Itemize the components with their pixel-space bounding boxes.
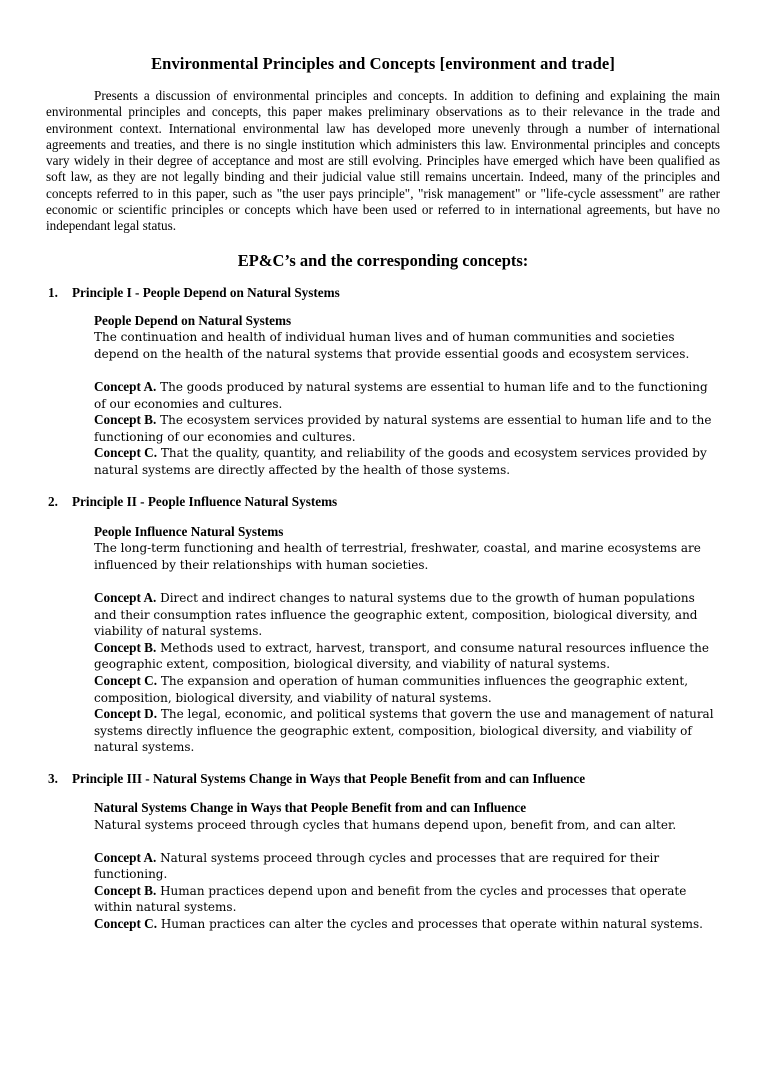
concept-list [94, 590, 720, 756]
concept-text: Direct and indirect changes to natural systems due to the growth of human populations and their consumption rates influence the geographic extent, composition, biological diversity, and viability of natural systems. [94, 590, 698, 639]
concept-label: Concept C. [94, 672, 158, 688]
intro-paragraph: Presents a discussion of environmental principles and concepts. In addition to defining and explaining the main environmental principles and concepts, this paper makes preliminary observations as to their relevance in the trade and environment context. International environmental law has developed more unevenly through a number of international agreements and treaties, and there is no single institution which administers this law. Environmental principles and concepts vary widely in their degree of acceptance and most are still evolving. Principles have emerged which have been qualified as soft law, as they are not legally binding and their judicial value still remains uncertain. Indeed, many of the principles and concepts referred to in this paper, such as "the user pays principle", "risk management" or "life-cycle assessment" are rather economic or scientific principles or concepts which have been used or referred to in international agreements, but have no independant legal status. [46, 88, 720, 234]
principle-3 [46, 771, 720, 933]
concept-label: Concept A. [94, 849, 157, 865]
principle-subtitle: People Influence Natural Systems [94, 523, 284, 539]
principle-number: 3. [48, 770, 58, 786]
principle-2 [46, 494, 720, 756]
concept-item [94, 673, 720, 706]
principle-subtitle: Natural Systems Change in Ways that People Benefit from and can Influence [94, 799, 527, 815]
concept-item [94, 883, 720, 916]
concept-label: Concept A. [94, 379, 157, 395]
principle-body [94, 313, 720, 479]
concept-list [94, 850, 720, 933]
concept-text: That the quality, quantity, and reliability of the goods and ecosystem services provided by natural systems are directly affected by the health of those systems. [94, 446, 707, 478]
section-heading: EP&C’s and the corresponding concepts: [237, 250, 529, 270]
concept-label: Concept B. [94, 639, 157, 655]
concept-text: The legal, economic, and political systems that govern the use and management of natural systems directly influence the geographic extent, composition, biological diversity, and viability of natural systems. [94, 707, 714, 755]
concept-list [94, 379, 720, 479]
concept-text: Human practices depend upon and benefit from the cycles and processes that operate within natural systems. [94, 883, 687, 915]
concept-item [94, 590, 720, 640]
principle-body [94, 524, 720, 756]
principle-heading-text: Principle III - Natural Systems Change in Ways that People Benefit from and can Influence [72, 770, 586, 786]
principle-heading-text: Principle I - People Depend on Natural Systems [72, 284, 340, 300]
concept-item [94, 706, 720, 756]
concept-item [94, 445, 720, 478]
concept-label: Concept D. [94, 706, 158, 722]
principle-body [94, 800, 720, 933]
concept-label: Concept C. [94, 445, 158, 461]
concept-item [94, 379, 720, 412]
concept-text: Human practices can alter the cycles and processes that operate within natural systems. [157, 917, 703, 932]
concept-label: Concept C. [94, 916, 158, 932]
principle-subtitle: People Depend on Natural Systems [94, 312, 292, 328]
concept-text: Natural systems proceed through cycles and processes that are required for their functioning. [94, 850, 660, 882]
document-page [0, 54, 768, 1078]
concept-text: Methods used to extract, harvest, transport, and consume natural resources influence the geographic extent, composition, biological diversity, and viability of natural systems. [94, 640, 709, 672]
principle-1 [46, 285, 720, 479]
principle-number: 1. [48, 284, 58, 300]
principle-number: 2. [48, 493, 58, 509]
concept-item [94, 412, 720, 445]
principle-description: The long-term functioning and health of terrestrial, freshwater, coastal, and marine ecosystems are influenced by their relationships with human societies. [94, 541, 701, 572]
concept-label: Concept B. [94, 412, 157, 428]
concept-item [94, 850, 720, 883]
principle-heading [46, 771, 720, 787]
concept-item [94, 916, 720, 933]
principle-heading [46, 494, 720, 510]
document-title: Environmental Principles and Concepts [environment and trade] [151, 54, 615, 73]
concept-text: The goods produced by natural systems are essential to human life and to the functioning of our economies and cultures. [94, 380, 708, 411]
concept-item [94, 640, 720, 673]
principle-heading-text: Principle II - People Influence Natural Systems [72, 493, 338, 509]
principle-description: The continuation and health of individual human lives and of human communities and societies depend on the health of the natural systems that provide essential goods and ecosystem services. [94, 330, 690, 361]
principle-description: Natural systems proceed through cycles that humans depend upon, benefit from, and can alter. [94, 817, 677, 832]
concept-label: Concept B. [94, 882, 157, 898]
concept-label: Concept A. [94, 589, 157, 605]
concept-text: The expansion and operation of human communities influences the geographic extent, composition, biological diversity, and viability of natural systems. [94, 673, 689, 705]
concept-text: The ecosystem services provided by natural systems are essential to human life and to the functioning of our economies and cultures. [94, 413, 712, 444]
principle-heading [46, 285, 720, 301]
